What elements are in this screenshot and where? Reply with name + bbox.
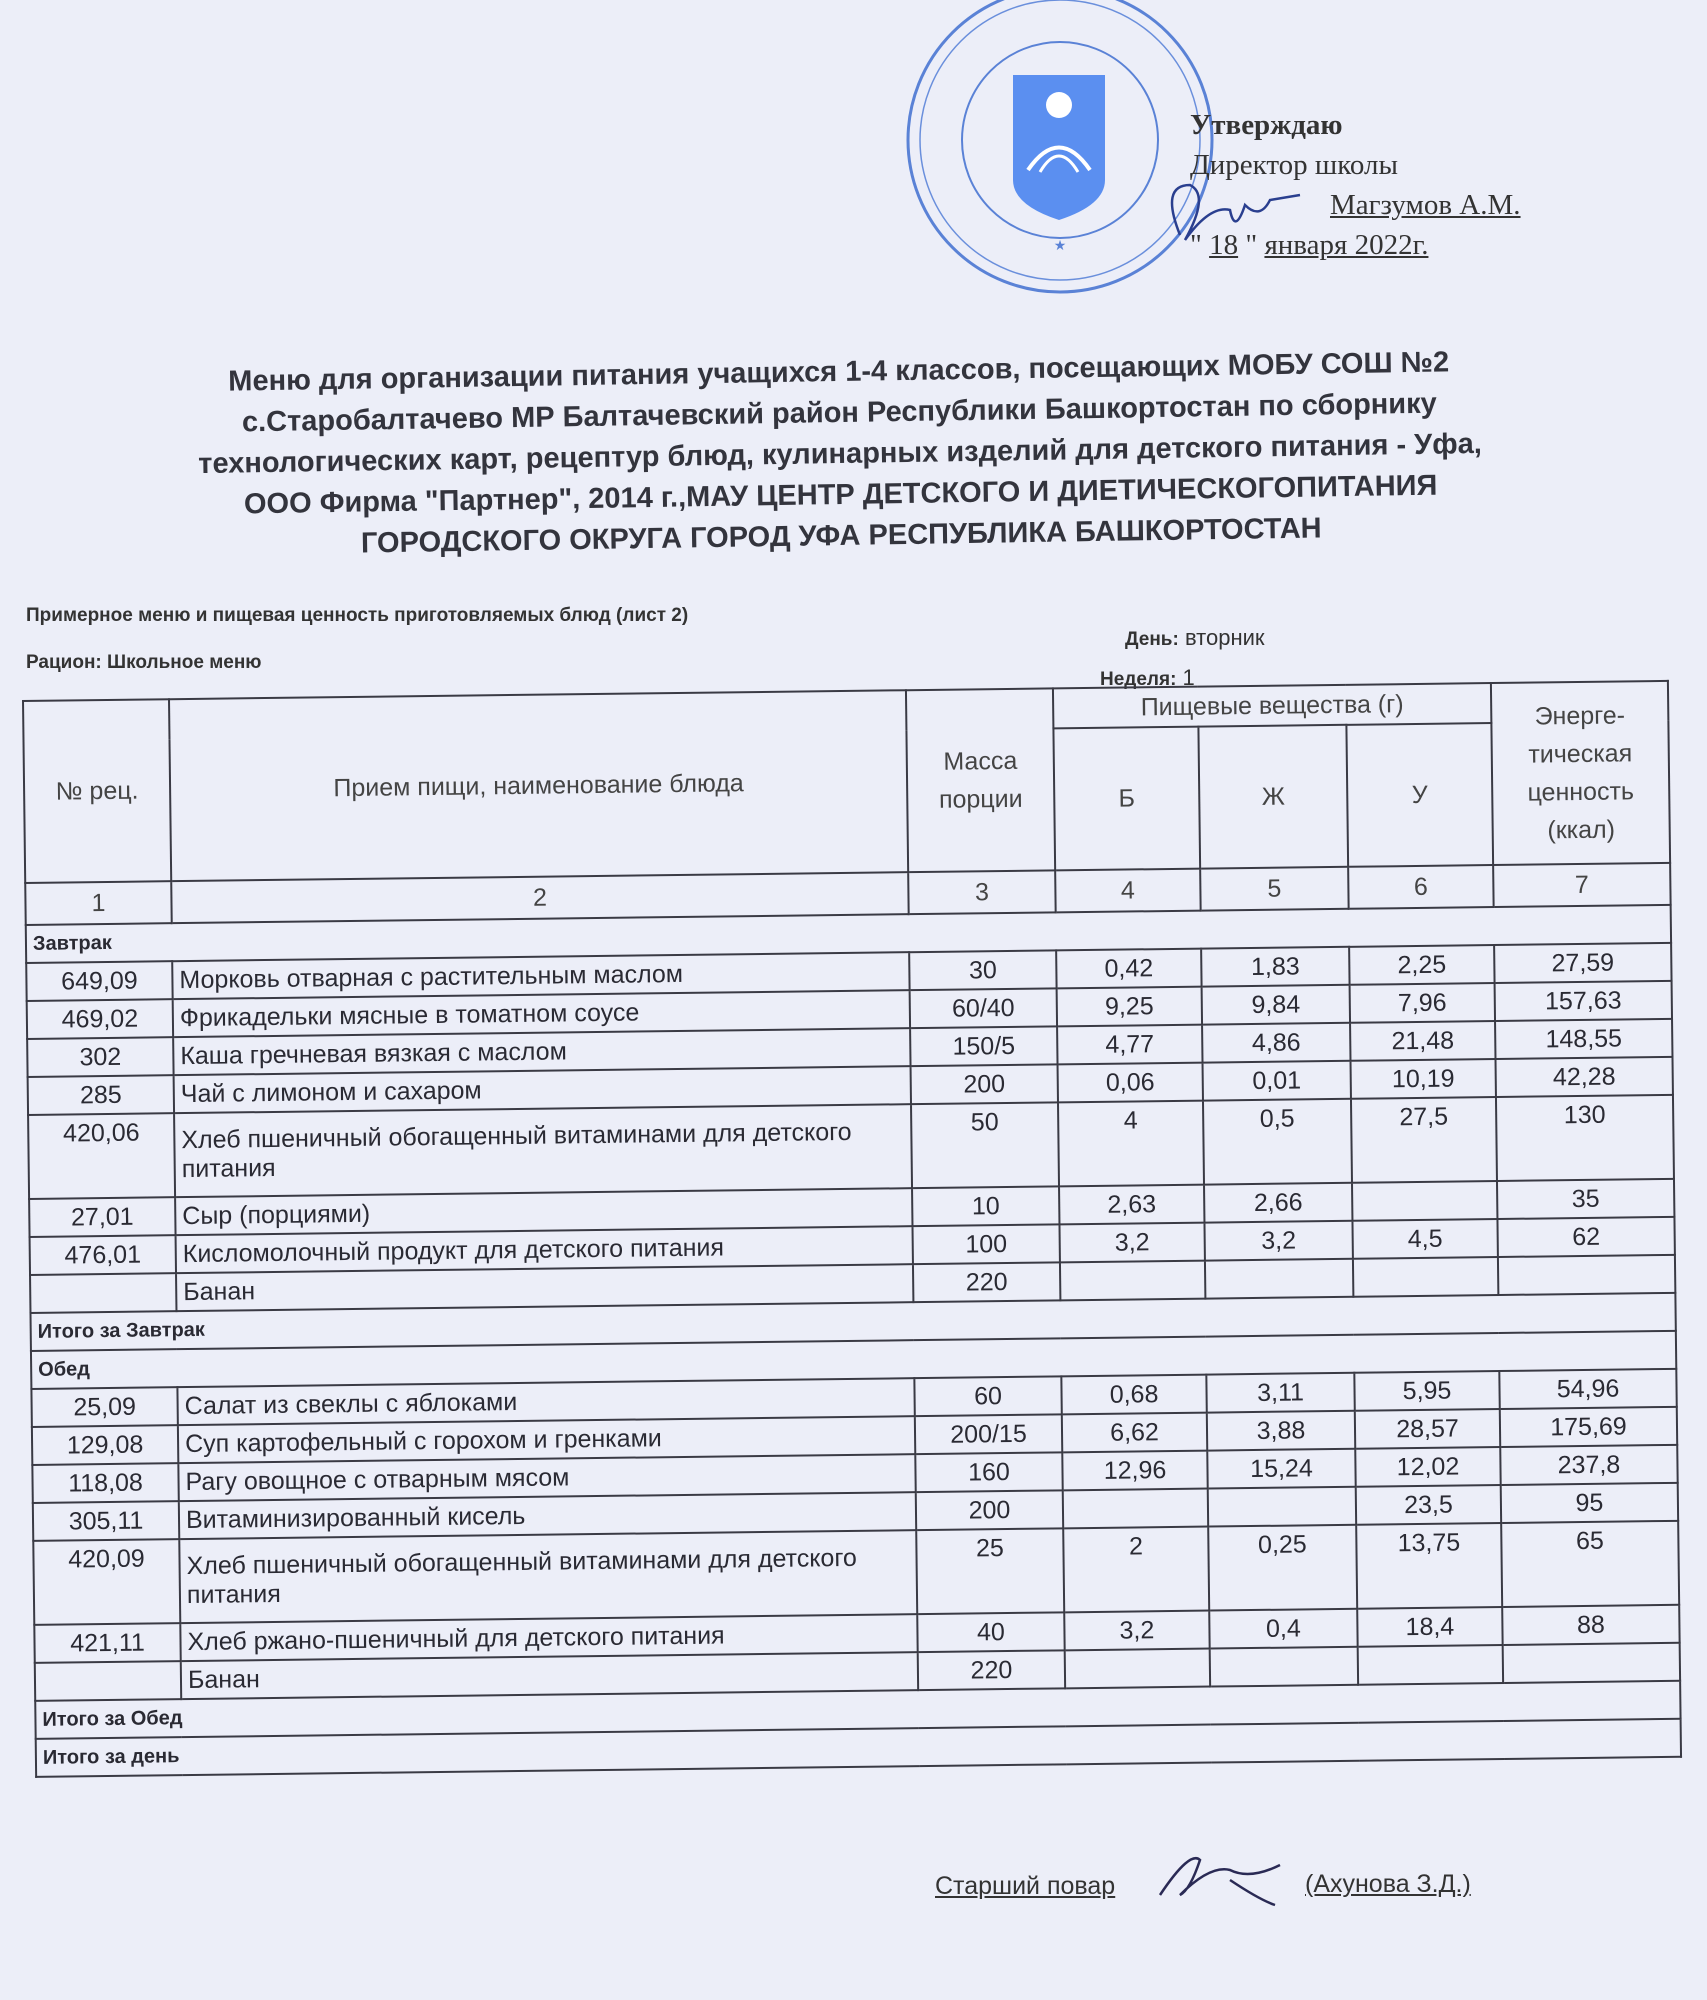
section-header-label: Завтрак [26, 905, 1671, 963]
cell-name: Хлеб пшеничный обогащенный витаминами для детского питания [179, 1530, 917, 1623]
cell-b [1065, 1649, 1210, 1689]
title-line: ГОРОДСКОГО ОКРУГА ГОРОД УФА РЕСПУБЛИКА БАШКОРТОСТАН [360, 512, 1322, 560]
approval-day: 18 [1209, 229, 1239, 261]
day-total-label: Итого за день [36, 1719, 1681, 1777]
cell-b: 0,68 [1061, 1375, 1206, 1415]
cell-mass: 40 [917, 1612, 1064, 1652]
cell-b: 3,2 [1064, 1611, 1209, 1651]
approval-position: Директор школы [1190, 149, 1398, 181]
cell-rec [35, 1661, 181, 1701]
cell-mass: 60/40 [910, 988, 1057, 1028]
cell-zh: 15,24 [1207, 1449, 1355, 1489]
cell-kcal: 88 [1502, 1605, 1679, 1645]
title-line: технологических карт, рецептур блюд, кулинарных изделий для детского питания - Уфа, [197, 427, 1482, 481]
cell-kcal: 148,55 [1495, 1019, 1672, 1059]
cell-rec: 302 [27, 1037, 173, 1077]
cell-b: 4,77 [1057, 1025, 1202, 1065]
cell-kcal: 54,96 [1499, 1369, 1676, 1409]
header-name: Прием пищи, наименование блюда [169, 690, 908, 881]
cell-mass: 160 [915, 1452, 1062, 1492]
cell-b: 3,2 [1059, 1223, 1204, 1263]
week-value: 1 [1182, 665, 1195, 690]
cell-name: Хлеб пшеничный обогащенный витаминами для детского питания [174, 1104, 912, 1197]
cell-u [1352, 1181, 1497, 1221]
section-total-label: Итого за Обед [35, 1681, 1680, 1739]
cell-b: 0,42 [1056, 949, 1201, 989]
header-rec: № рец. [23, 699, 171, 883]
column-number: 4 [1055, 869, 1201, 913]
cell-name: Каша гречневая вязкая с маслом [173, 1028, 910, 1075]
cell-kcal: 130 [1496, 1095, 1674, 1181]
cell-zh [1208, 1487, 1356, 1527]
cell-kcal: 175,69 [1500, 1407, 1677, 1447]
cell-name: Банан [176, 1264, 913, 1311]
cell-u: 23,5 [1356, 1485, 1501, 1525]
approval-block: Утверждаю Директор школы Магзумов А.М. " 18 " января 2022г. [1190, 105, 1521, 265]
cell-b: 0,06 [1058, 1063, 1203, 1103]
cell-name: Сыр (порциями) [175, 1188, 912, 1235]
cell-kcal: 35 [1497, 1179, 1674, 1219]
cell-name: Морковь отварная с растительным маслом [172, 952, 909, 999]
cell-zh: 9,84 [1202, 985, 1350, 1025]
cell-u: 5,95 [1354, 1371, 1499, 1411]
cell-name: Банан [181, 1652, 918, 1699]
cell-kcal: 65 [1501, 1521, 1679, 1607]
cell-name: Чай с лимоном и сахаром [174, 1066, 911, 1113]
subtitle: Примерное меню и пищевая ценность приготовляемых блюд (лист 2) [26, 605, 689, 626]
cell-zh: 0,4 [1209, 1609, 1357, 1649]
column-number: 1 [25, 881, 172, 925]
cell-name: Фрикадельки мясные в томатном соусе [173, 990, 910, 1037]
cell-b: 2 [1063, 1527, 1209, 1613]
cell-zh: 0,01 [1203, 1061, 1351, 1101]
cell-u: 27,5 [1351, 1097, 1497, 1183]
cell-u: 10,19 [1351, 1059, 1496, 1099]
cell-name: Хлеб ржано-пшеничный для детского питания [180, 1614, 917, 1661]
day-value: вторник [1184, 625, 1265, 650]
section-total-label: Итого за Завтрак [30, 1293, 1675, 1351]
cell-rec: 285 [28, 1075, 174, 1115]
cell-name: Суп картофельный с горохом и гренками [178, 1416, 915, 1463]
cell-kcal: 157,63 [1495, 981, 1672, 1021]
cell-u: 12,02 [1355, 1447, 1500, 1487]
column-number: 7 [1493, 863, 1670, 907]
cell-b: 9,25 [1057, 987, 1202, 1027]
cell-zh [1210, 1647, 1358, 1687]
cell-kcal: 27,59 [1494, 943, 1671, 983]
cell-zh: 3,2 [1204, 1221, 1352, 1261]
cell-zh [1205, 1259, 1353, 1299]
svg-text:★: ★ [1053, 237, 1067, 253]
cell-rec: 420,06 [28, 1113, 175, 1199]
cell-u: 13,75 [1356, 1523, 1502, 1609]
cell-mass: 150/5 [910, 1026, 1057, 1066]
cell-rec: 649,09 [26, 961, 172, 1001]
column-number: 6 [1348, 865, 1494, 909]
cell-rec [30, 1273, 176, 1313]
cell-rec: 421,11 [34, 1623, 180, 1663]
cell-mass: 200 [911, 1064, 1058, 1104]
header-energy: Энерге-тическая ценность (ккал) [1491, 681, 1670, 865]
cell-mass: 220 [918, 1650, 1065, 1690]
cell-b: 2,63 [1059, 1185, 1204, 1225]
document-title [38, 339, 1641, 569]
cell-mass: 60 [914, 1376, 1061, 1416]
director-signature [1150, 165, 1320, 255]
cell-u: 28,57 [1355, 1409, 1500, 1449]
cell-mass: 200/15 [915, 1414, 1062, 1454]
cell-kcal: 42,28 [1495, 1057, 1672, 1097]
cell-u: 7,96 [1350, 983, 1495, 1023]
approval-date: января 2022г. [1264, 229, 1429, 261]
cell-zh: 4,86 [1202, 1023, 1350, 1063]
cell-zh: 1,83 [1201, 947, 1349, 987]
title-line: с.Старобалтачево МР Балтачевский район Республики Башкортостан по сборнику [241, 387, 1437, 439]
cell-u: 2,25 [1349, 945, 1494, 985]
cell-b: 6,62 [1062, 1413, 1207, 1453]
cook-label: Старший повар [935, 1872, 1116, 1900]
cell-zh: 3,11 [1206, 1373, 1354, 1413]
menu-table [22, 680, 1682, 1778]
cell-zh: 0,25 [1208, 1525, 1357, 1611]
header-fat: Ж [1198, 725, 1348, 869]
cell-name: Салат из свеклы с яблоками [177, 1378, 914, 1425]
cell-u: 21,48 [1350, 1021, 1495, 1061]
cell-mass: 100 [912, 1224, 1059, 1264]
week-label: Неделя: [1100, 669, 1177, 690]
cell-name: Рагу овощное с отварным мясом [178, 1454, 915, 1501]
cell-u [1358, 1645, 1503, 1685]
cell-rec: 25,09 [31, 1387, 177, 1427]
cell-rec: 305,11 [33, 1501, 179, 1541]
cell-u: 18,4 [1357, 1607, 1502, 1647]
column-number: 2 [171, 872, 908, 923]
cook-signature [1150, 1840, 1290, 1910]
header-nutrients: Пищевые вещества (г) [1053, 683, 1491, 728]
cell-rec: 420,09 [33, 1539, 180, 1625]
school-seal-stamp [900, 0, 1220, 300]
cell-kcal [1503, 1643, 1680, 1683]
cell-name: Витаминизированный кисель [179, 1492, 916, 1539]
cell-mass: 50 [911, 1102, 1059, 1188]
cell-u: 4,5 [1352, 1219, 1497, 1259]
approval-title: Утверждаю [1190, 109, 1343, 141]
cell-zh: 3,88 [1207, 1411, 1355, 1451]
cell-b: 4 [1058, 1101, 1204, 1187]
cell-rec: 129,08 [32, 1425, 178, 1465]
cell-mass: 30 [909, 950, 1056, 990]
cell-mass: 25 [916, 1528, 1064, 1614]
ration: Рацион: Школьное меню [26, 652, 262, 673]
cell-zh: 0,5 [1203, 1099, 1352, 1185]
cell-rec: 469,02 [27, 999, 173, 1039]
section-header-label: Обед [31, 1331, 1676, 1389]
header-mass: Масса порции [906, 688, 1055, 872]
cell-rec: 27,01 [29, 1197, 175, 1237]
header-protein: Б [1053, 727, 1200, 871]
director-name: Магзумов А.М. [1330, 189, 1521, 221]
cell-kcal [1498, 1255, 1675, 1295]
header-carbs: У [1346, 723, 1493, 867]
cell-rec: 118,08 [32, 1463, 178, 1503]
column-number: 5 [1200, 867, 1349, 911]
cell-mass: 220 [913, 1262, 1060, 1302]
cell-kcal: 62 [1497, 1217, 1674, 1257]
cell-zh: 2,66 [1204, 1183, 1352, 1223]
cell-kcal: 95 [1501, 1483, 1678, 1523]
cell-mass: 200 [916, 1490, 1063, 1530]
cell-b [1063, 1489, 1208, 1529]
title-line: Меню для организации питания учащихся 1-4 классов, посещающих МОБУ СОШ №2 [228, 346, 1450, 398]
cell-name: Кисломолочный продукт для детского питания [176, 1226, 913, 1273]
title-line: ООО Фирма "Партнер", 2014 г.,МАУ ЦЕНТР ДЕТСКОГО И ДИЕТИЧЕСКОГОПИТАНИЯ [243, 469, 1438, 521]
cell-b: 12,96 [1062, 1451, 1207, 1491]
cell-mass: 10 [912, 1186, 1059, 1226]
cook-name: (Ахунова З.Д.) [1305, 1870, 1471, 1898]
column-number: 3 [908, 870, 1056, 914]
cell-u [1353, 1257, 1498, 1297]
cell-b [1060, 1261, 1205, 1301]
cell-rec: 476,01 [30, 1235, 176, 1275]
day-label: День: [1125, 629, 1179, 650]
cell-kcal: 237,8 [1500, 1445, 1677, 1485]
